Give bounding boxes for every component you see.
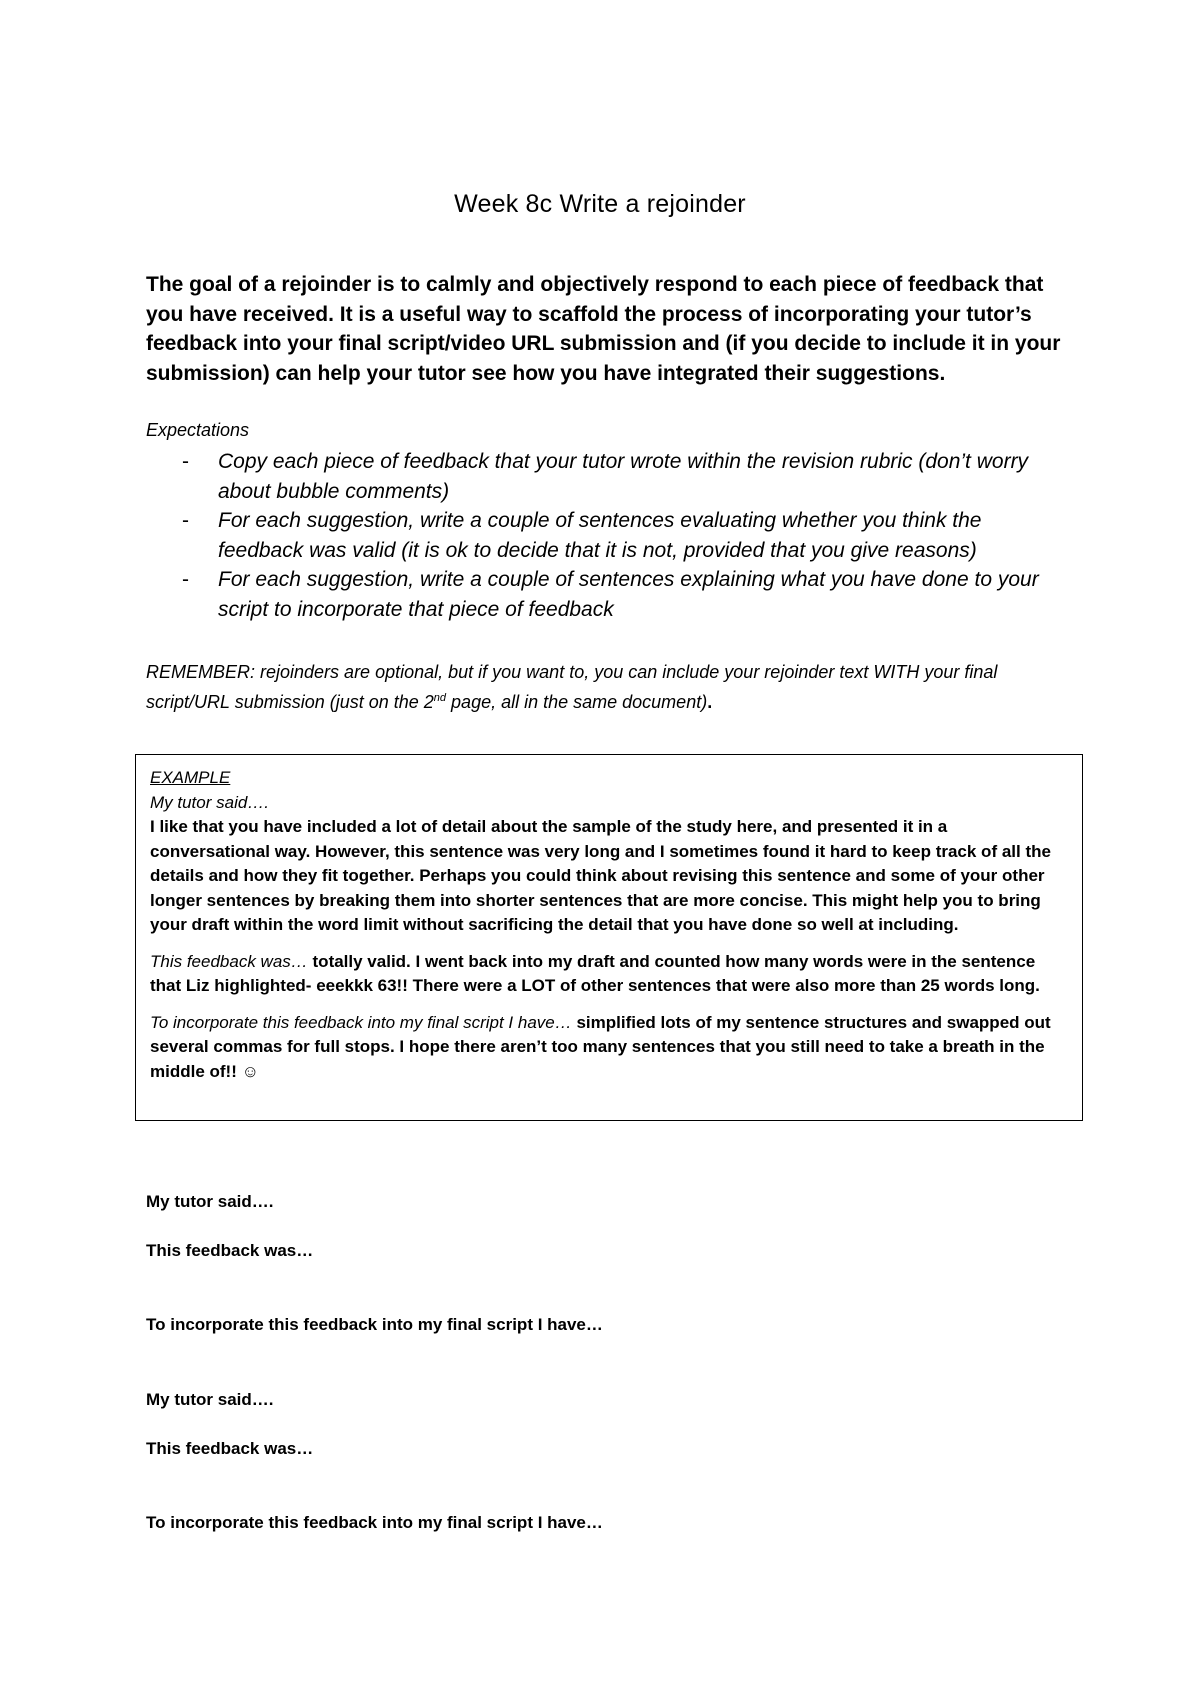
expectations-list (146, 447, 1066, 624)
expectation-item (146, 565, 1066, 624)
remember-text-end: page, all in the same document) (446, 692, 708, 712)
ordinal-superscript: nd (433, 692, 447, 704)
template-incorporate: To incorporate this feedback into my final script I have… (146, 1315, 603, 1334)
expectation-text: For each suggestion, write a couple of sentences evaluating whether you think the feedback was valid (it is ok to decide that it is not, provided that you give reasons) (218, 509, 982, 562)
example-feedback-paragraph (150, 950, 1068, 999)
intro-paragraph: The goal of a rejoinder is to calmly and objectively respond to each piece of feedback that you have received. It is a useful way to scaffold the process of incorporating your tutor’s feedback into your final script/video URL submission and (if you decide to include it in your submission) can help your tutor see how you have integrated their suggestions. (146, 273, 1061, 385)
expectation-text: Copy each piece of feedback that your tutor wrote within the revision rubric (don’t worry about bubble comments) (218, 450, 1029, 503)
template-feedback-was: This feedback was… (146, 1241, 314, 1260)
expectations-heading: Expectations (146, 420, 250, 440)
expectation-text: For each suggestion, write a couple of sentences explaining what you have done to your script to incorporate that piece of feedback (218, 568, 1039, 621)
expectation-item (146, 506, 1066, 565)
remember-period: . (707, 692, 713, 712)
template-tutor-said: My tutor said…. (146, 1390, 274, 1409)
example-incorporate-text: simplified lots of my sentence structures and swapped out several commas for full stops. I hope there aren’t too many sentences that you still need to take a breath in the middle of!! ☺ (150, 1012, 1051, 1081)
example-tutor-said-text: I like that you have included a lot of detail about the sample of the study here, and presented it in a conversational way. However, this sentence was very long and I sometimes found it hard to keep track of all the details and how they fit together. Perhaps you could think about revising this sentence and some of your other longer sentences by breaking them into shorter sentences that are more concise. This might help you to bring your draft within the word limit without sacrificing the detail that you have done so well at including. (150, 817, 1051, 934)
example-box (135, 754, 1083, 1121)
bullet-dash: - (182, 509, 189, 532)
example-tutor-said-label: My tutor said…. (150, 792, 270, 812)
spacer (150, 938, 1068, 950)
template-tutor-said: My tutor said…. (146, 1192, 274, 1211)
expectation-item (146, 447, 1066, 506)
bullet-dash: - (182, 450, 189, 473)
remember-note (146, 657, 1066, 717)
page-title: Week 8c Write a rejoinder (454, 190, 746, 218)
template-incorporate: To incorporate this feedback into my final script I have… (146, 1513, 603, 1532)
example-feedback-text: totally valid. I went back into my draft and counted how many words were in the sentence that Liz highlighted- eeekkk 63!! There were a LOT of other sentences that were also more than 25 words long. (150, 951, 1040, 995)
bullet-dash: - (182, 568, 189, 591)
example-feedback-label: This feedback was… (150, 951, 308, 971)
example-incorporate-paragraph (150, 1011, 1068, 1085)
remember-text: REMEMBER: rejoinders are optional, but if you want to, you can include your rejoinder text WITH your final script/URL submission (just on the 2 (146, 662, 998, 712)
spacer (150, 999, 1068, 1011)
example-incorporate-label: To incorporate this feedback into my final script I have… (150, 1012, 572, 1032)
example-label: EXAMPLE (150, 768, 231, 787)
template-feedback-was: This feedback was… (146, 1439, 314, 1458)
